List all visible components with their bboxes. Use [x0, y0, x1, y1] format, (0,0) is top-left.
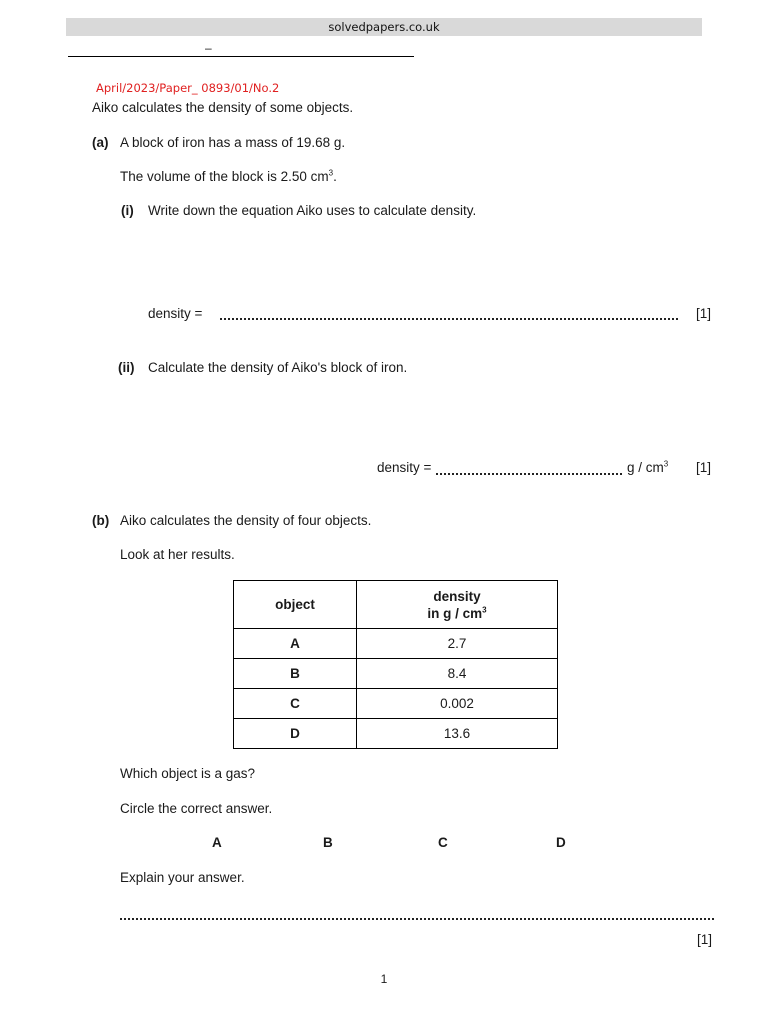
density-cell: 0.002 [357, 689, 558, 719]
header-density [357, 581, 558, 629]
volume-sup: 3 [328, 168, 334, 178]
density-cell: 2.7 [357, 629, 558, 659]
source-reference: April/2023/Paper_ 0893/01/No.2 [96, 81, 280, 95]
sub-ii-label: (ii) [118, 360, 135, 375]
sub-ii-unit [627, 460, 668, 475]
part-b-marks: [1] [697, 932, 713, 947]
page-number: 1 [380, 972, 388, 986]
option-b[interactable]: B [323, 835, 333, 850]
part-b-line1: Aiko calculates the density of four objects. [120, 513, 372, 528]
gas-question: Which object is a gas? [120, 766, 256, 781]
sub-ii-marks: [1] [696, 460, 712, 475]
part-a-line2 [120, 169, 337, 184]
circle-instruction: Circle the correct answer. [120, 801, 273, 816]
option-c[interactable]: C [438, 835, 448, 850]
header-density-line1: density [433, 588, 481, 604]
header-density-sup: 3 [482, 605, 487, 614]
sub-i-answer-label: density = [148, 306, 203, 321]
header-density-line2: in g / cm [427, 605, 483, 621]
results-table [233, 580, 558, 749]
object-cell: B [234, 659, 357, 689]
density-cell: 8.4 [357, 659, 558, 689]
object-cell: D [234, 719, 357, 749]
volume-text: The volume of the block is 2.50 cm [120, 169, 329, 184]
sub-ii-answer-line[interactable] [436, 473, 622, 475]
unit-text: g / cm [627, 460, 664, 475]
sub-ii-prompt: Calculate the density of Aiko's block of iron. [148, 360, 408, 375]
part-a-line1: A block of iron has a mass of 19.68 g. [120, 135, 346, 150]
option-a[interactable]: A [212, 835, 222, 850]
question-intro: Aiko calculates the density of some objects. [92, 100, 354, 115]
part-b-label: (b) [92, 513, 110, 528]
table-row [234, 629, 558, 659]
part-b-line2: Look at her results. [120, 547, 235, 562]
site-banner [66, 18, 702, 36]
sub-i-label: (i) [121, 203, 134, 218]
explain-prompt: Explain your answer. [120, 870, 245, 885]
volume-end: . [333, 169, 337, 184]
object-cell: C [234, 689, 357, 719]
header-dash: – [205, 41, 212, 55]
sub-i-prompt: Write down the equation Aiko uses to calculate density. [148, 203, 477, 218]
part-a-label: (a) [92, 135, 109, 150]
option-d[interactable]: D [556, 835, 566, 850]
sub-i-marks: [1] [696, 306, 712, 321]
table-row [234, 659, 558, 689]
table-row [234, 689, 558, 719]
explain-answer-line[interactable] [120, 918, 714, 920]
table-row [234, 719, 558, 749]
table-header-row [234, 581, 558, 629]
density-cell: 13.6 [357, 719, 558, 749]
header-rule [68, 56, 414, 57]
site-name: solvedpapers.co.uk [328, 20, 440, 34]
header-object: object [234, 581, 357, 629]
sub-i-answer-line[interactable] [220, 318, 678, 320]
object-cell: A [234, 629, 357, 659]
unit-sup: 3 [663, 459, 669, 469]
sub-ii-answer-label: density = [377, 460, 432, 475]
